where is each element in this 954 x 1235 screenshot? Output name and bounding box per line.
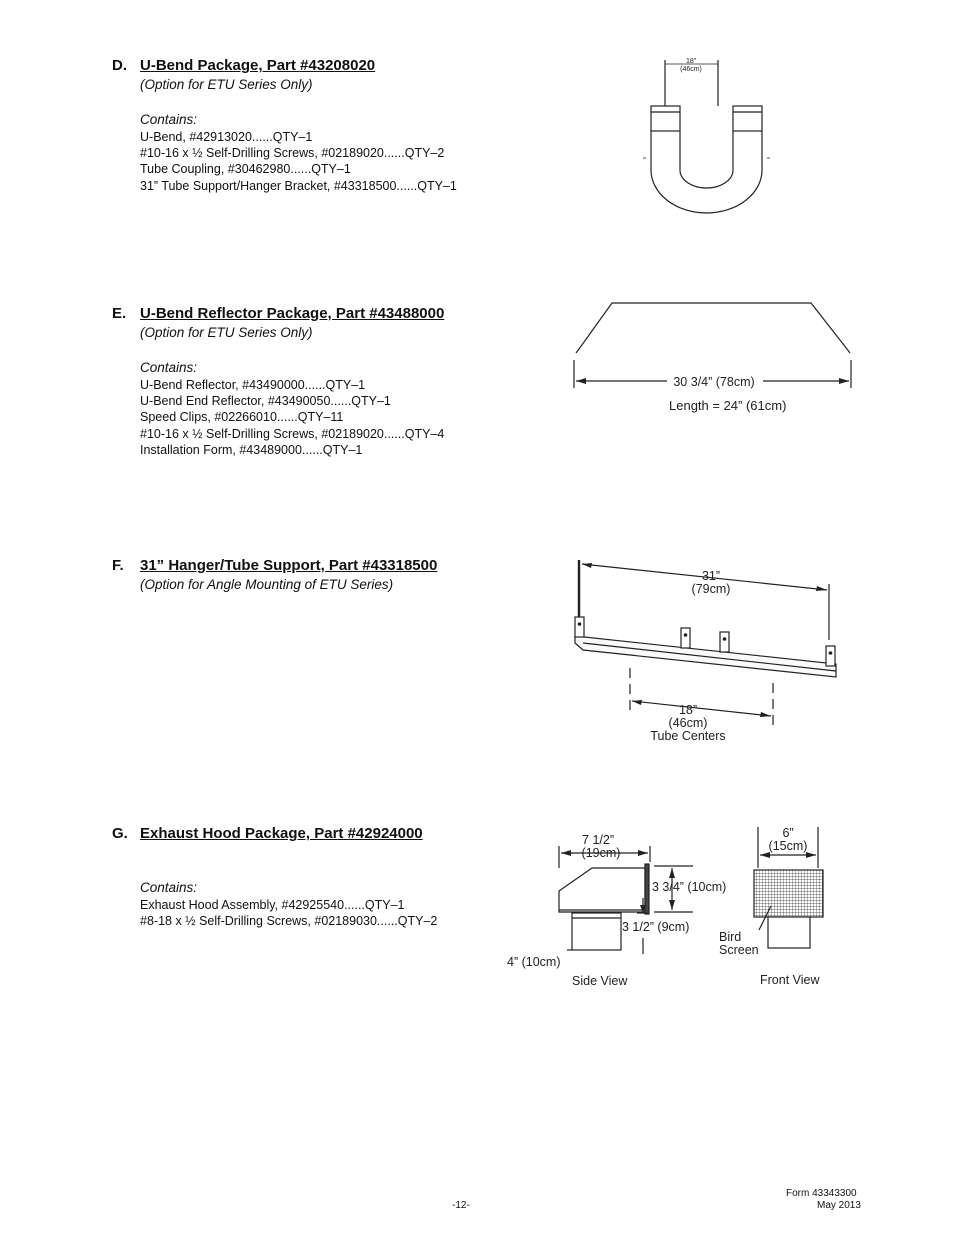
list-item: #8-18 x ½ Self-Drilling Screws, #02189030......QTY–2 xyxy=(140,914,438,929)
front-width-cm: (15cm) xyxy=(768,839,808,853)
contains-label: Contains: xyxy=(140,112,198,127)
hood-diameter: 4” (10cm) xyxy=(507,955,561,969)
ubend-dim-inch: 18” xyxy=(685,58,697,65)
reflector-width-label: 30 3/4” (78cm) xyxy=(673,375,755,389)
hood-width-inch: 7 1/2” xyxy=(582,833,614,847)
section-title: Exhaust Hood Package, Part #42924000 xyxy=(140,825,423,842)
section-letter: G. xyxy=(112,825,128,842)
hanger-length-inch: 31” xyxy=(701,569,721,583)
section-title: U-Bend Package, Part #43208020 xyxy=(140,57,376,74)
hanger-length-cm: (79cm) xyxy=(691,582,731,596)
list-item: Installation Form, #43489000......QTY–1 xyxy=(140,442,363,457)
section-letter: D. xyxy=(112,57,127,74)
list-item: Tube Coupling, #30462980......QTY–1 xyxy=(140,162,351,177)
list-item: 31” Tube Support/Hanger Bracket, #43318500......QTY–1 xyxy=(140,178,457,193)
section-letter: E. xyxy=(112,305,127,322)
ubend-dim-cm: (46cm) xyxy=(680,66,702,73)
hood-height-outer: 3 3/4” (10cm) xyxy=(652,880,727,894)
page-number: -12- xyxy=(452,1200,470,1211)
list-item: U-Bend End Reflector, #43490050......QTY–1 xyxy=(140,394,391,409)
section-title: 31” Hanger/Tube Support, Part #43318500 xyxy=(140,557,438,574)
list-item: Exhaust Hood Assembly, #42925540......QTY–1 xyxy=(140,898,405,912)
list-item: Speed Clips, #02266010......QTY–11 xyxy=(140,410,344,425)
contains-label: Contains: xyxy=(140,360,198,375)
section-option: (Option for Angle Mounting of ETU Series) xyxy=(140,577,394,592)
side-view-caption: Side View xyxy=(572,974,628,988)
list-item: #10-16 x ½ Self-Drilling Screws, #02189020......QTY–2 xyxy=(140,146,445,161)
hood-height-inner: 3 1/2” (9cm) xyxy=(622,920,690,934)
form-number: Form 43343300 xyxy=(786,1188,857,1199)
contains-label: Contains: xyxy=(140,880,198,895)
form-date: May 2013 xyxy=(817,1200,861,1211)
section-title: U-Bend Reflector Package, Part #43488000 xyxy=(140,305,445,322)
list-item: U-Bend Reflector, #43490000......QTY–1 xyxy=(140,378,366,392)
section-letter: F. xyxy=(112,557,124,574)
bird-screen-label-2: Screen xyxy=(719,943,759,957)
hanger-centers-label: Tube Centers xyxy=(650,729,726,743)
hanger-centers-inch: 18” xyxy=(678,703,698,717)
section-option: (Option for ETU Series Only) xyxy=(140,77,313,92)
front-view-caption: Front View xyxy=(760,973,820,987)
front-width-inch: 6” xyxy=(782,826,794,840)
list-item: U-Bend, #42913020......QTY–1 xyxy=(140,130,313,144)
hood-width-cm: (19cm) xyxy=(581,846,621,860)
hanger-centers-cm: (46cm) xyxy=(668,716,708,730)
bird-screen-label-1: Bird xyxy=(719,930,742,944)
list-item: #10-16 x ½ Self-Drilling Screws, #02189020......QTY–4 xyxy=(140,426,445,441)
reflector-length-label: Length = 24” (61cm) xyxy=(669,398,787,413)
section-option: (Option for ETU Series Only) xyxy=(140,325,313,340)
